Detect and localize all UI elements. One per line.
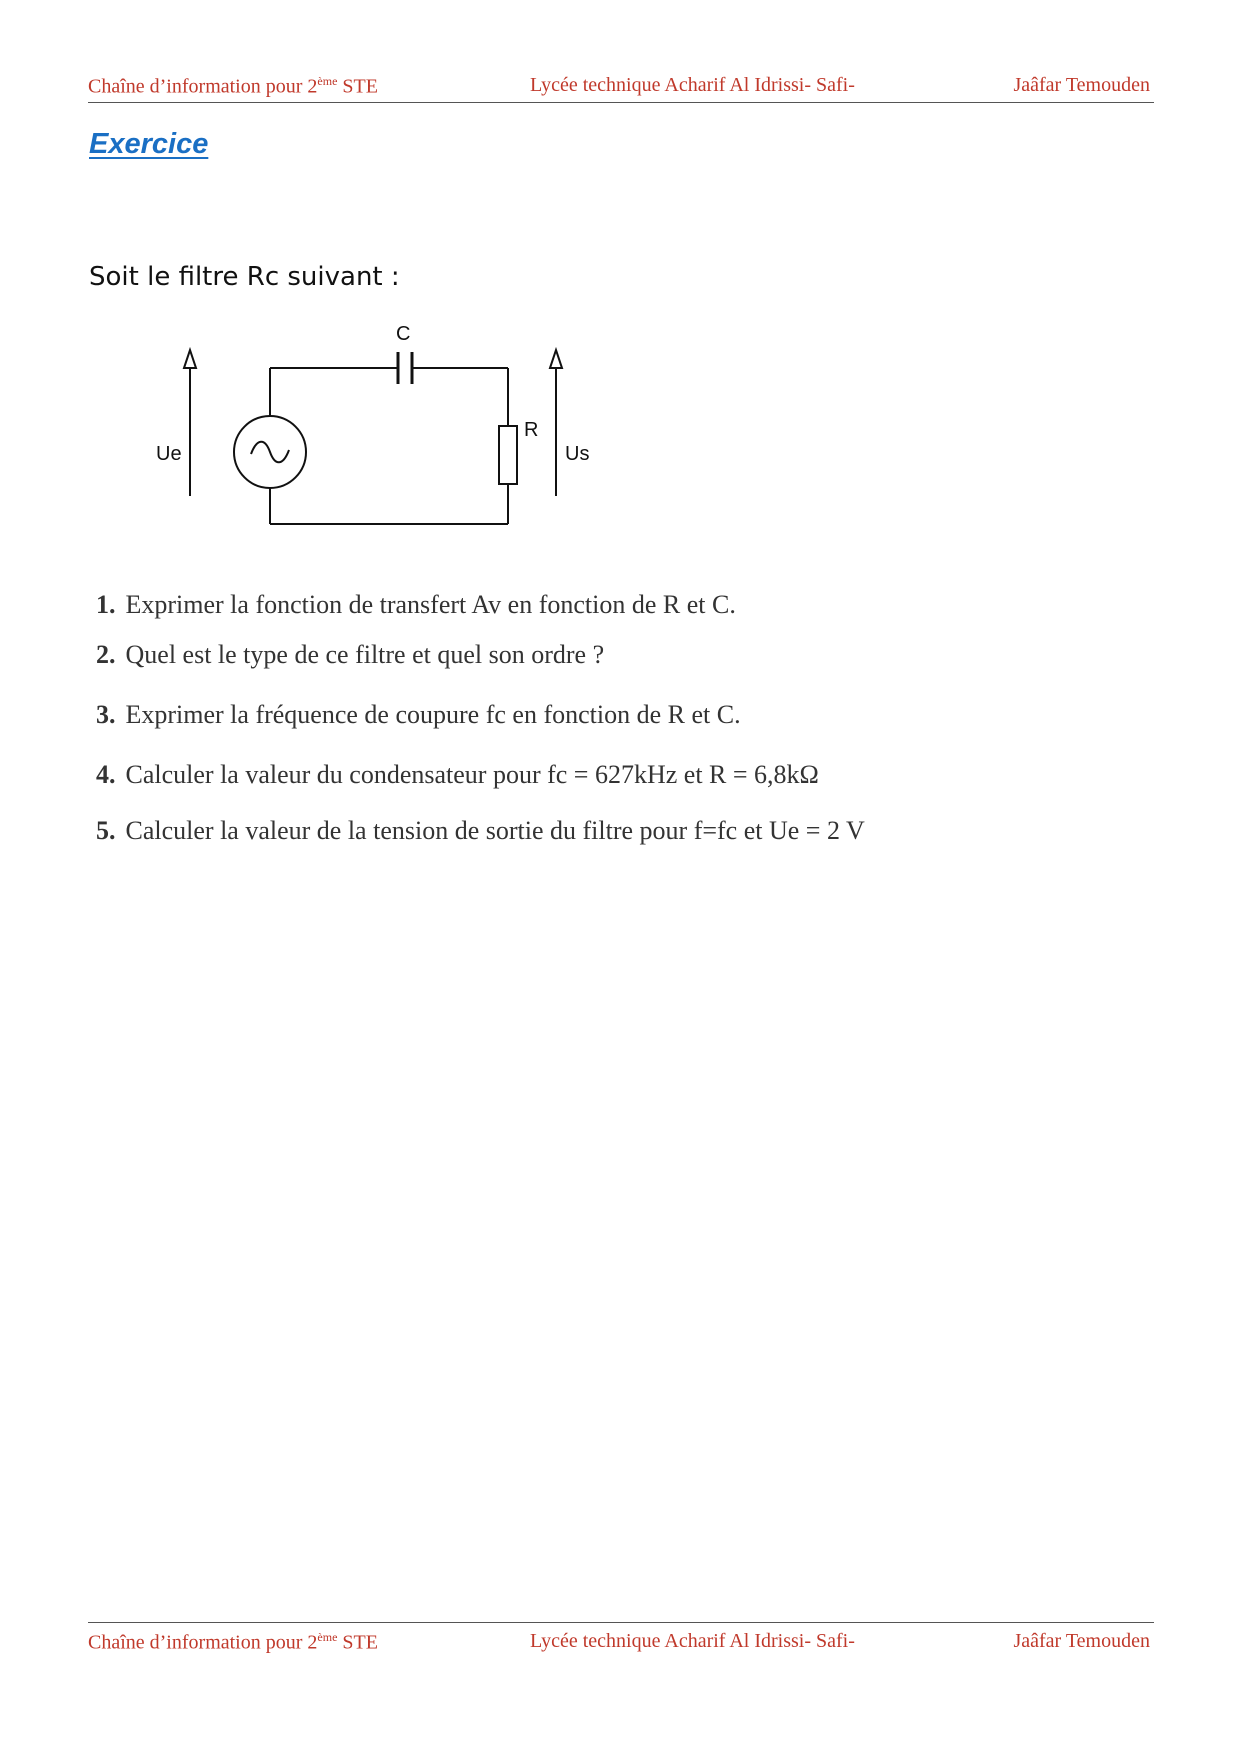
question-number: 5. xyxy=(96,816,116,845)
question-3 xyxy=(96,700,741,730)
header-course-text: Chaîne d’information pour 2 xyxy=(88,75,318,98)
capacitor-label: C xyxy=(396,323,411,345)
question-text: Quel est le type de ce filtre et quel son ordre ? xyxy=(125,640,605,669)
header-rule xyxy=(88,102,1154,103)
exercise-title: Exercice xyxy=(89,128,209,160)
intro-text: Soit le filtre Rc suivant : xyxy=(89,262,400,292)
footer-course-tail: STE xyxy=(337,1631,378,1654)
question-number: 2. xyxy=(96,640,116,669)
question-2 xyxy=(96,640,604,670)
page-header xyxy=(88,74,1154,104)
footer-course-sup: ème xyxy=(317,1630,338,1644)
header-author: Jaâfar Temouden xyxy=(1013,74,1150,96)
output-voltage-label: Us xyxy=(565,443,590,465)
footer-author: Jaâfar Temouden xyxy=(1013,1630,1150,1652)
footer-course xyxy=(88,1630,378,1655)
resistor-symbol xyxy=(499,426,517,484)
question-1 xyxy=(96,590,736,620)
header-school: Lycée technique Acharif Al Idrissi- Safi- xyxy=(530,74,855,96)
page-footer xyxy=(88,1630,1154,1660)
question-text: Calculer la valeur de la tension de sortie du filtre pour f=fc et Ue = 2 V xyxy=(125,816,865,845)
question-4 xyxy=(96,760,819,790)
footer-course-text: Chaîne d’information pour 2 xyxy=(88,1631,318,1654)
question-number: 3. xyxy=(96,700,116,729)
input-voltage-label: Ue xyxy=(156,443,182,465)
ue-arrow-head-icon xyxy=(184,350,196,368)
question-text: Calculer la valeur du condensateur pour fc = 627kHz et R = 6,8kΩ xyxy=(125,760,819,789)
rc-filter-diagram xyxy=(156,318,620,538)
header-course-sup: ème xyxy=(317,74,338,88)
header-course xyxy=(88,74,378,99)
sine-wave-icon xyxy=(251,442,289,463)
us-arrow-head-icon xyxy=(550,350,562,368)
footer-school: Lycée technique Acharif Al Idrissi- Safi- xyxy=(530,1630,855,1652)
footer-rule xyxy=(88,1622,1154,1623)
header-course-tail: STE xyxy=(337,75,378,98)
question-number: 1. xyxy=(96,590,116,619)
question-text: Exprimer la fonction de transfert Av en fonction de R et C. xyxy=(125,590,736,619)
question-text: Exprimer la fréquence de coupure fc en fonction de R et C. xyxy=(125,700,741,729)
question-number: 4. xyxy=(96,760,116,789)
question-5 xyxy=(96,816,865,846)
resistor-label: R xyxy=(524,419,539,441)
